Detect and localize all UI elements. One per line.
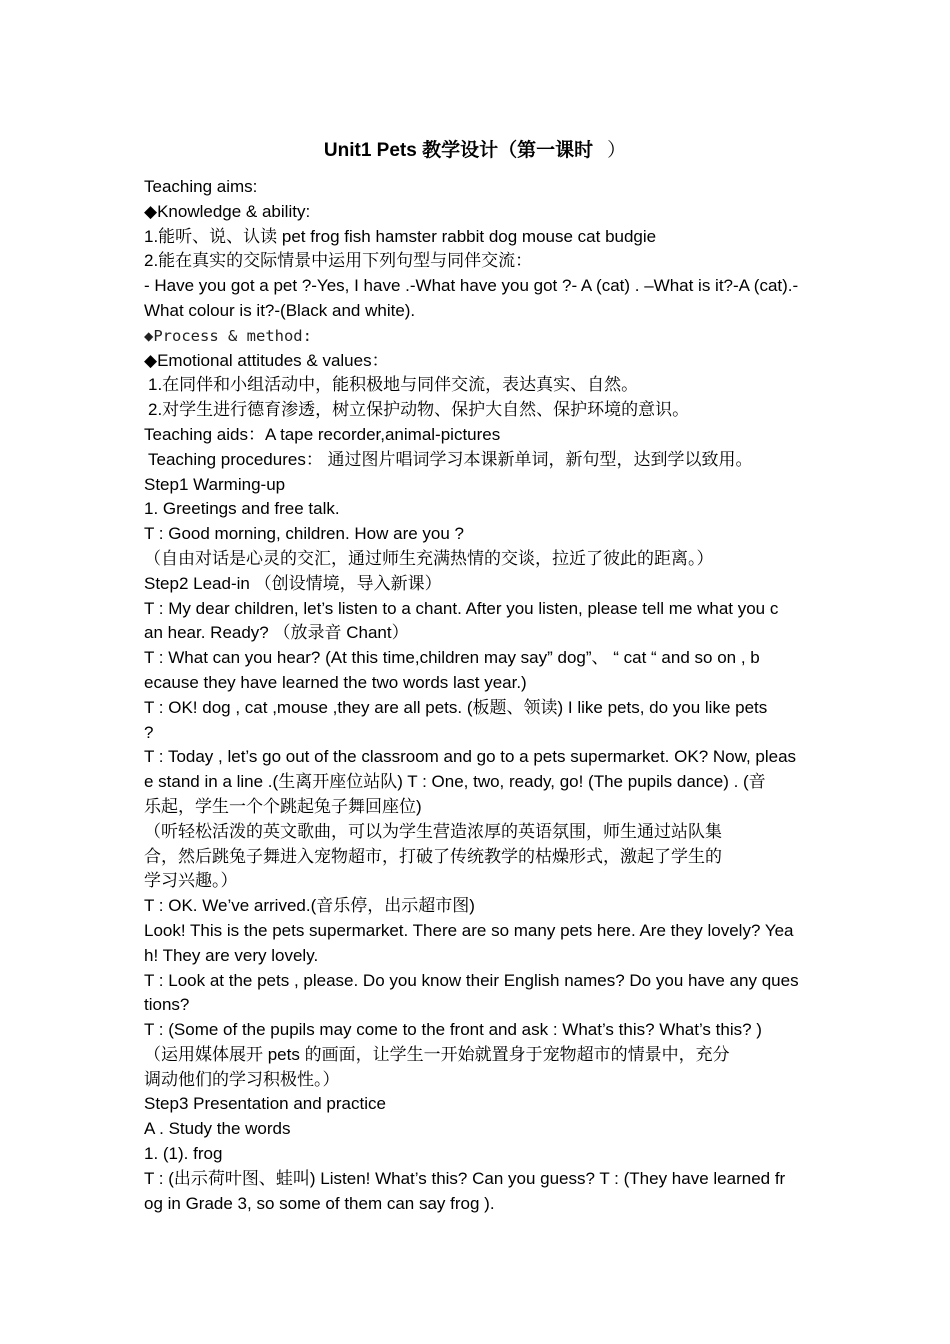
text-line: T : (出示荷叶图、蛙叫) Listen! What’s this? Can you guess? T : (They have learned fr: [144, 1168, 786, 1188]
text-line: Teaching aims:: [144, 177, 258, 196]
document-body: [144, 175, 816, 1216]
text-line: Look! This is the pets supermarket. There are so many pets here. Are they lovely? Yea: [144, 920, 794, 940]
text-line: ◆Knowledge & ability:: [144, 201, 311, 221]
text-line: Step2 Lead-in （创设情境，导入新课）: [144, 573, 442, 593]
text-line: - Have you got a pet ?-Yes, I have .-What have you got ?- A (cat) . –What is it?-A (cat).-: [144, 276, 799, 296]
text-line: What colour is it?-(Black and white).: [144, 300, 416, 320]
text-line: 调动他们的学习积极性。）: [144, 1069, 340, 1089]
text-line: 2.对学生进行德育渗透，树立保护动物、保护大自然、保护环境的意识。: [148, 400, 690, 420]
document-title: [0, 138, 950, 164]
text-line: ecause they have learned the two words last year.): [144, 672, 527, 692]
text-line: 2.能在真实的交际情景中运用下列句型与同伴交流：: [144, 251, 533, 271]
text-line: 1.能听、说、认读 pet frog fish hamster rabbit dog mouse cat budgie: [144, 226, 657, 246]
text-line: T : OK. We’ve arrived.(音乐停，出示超市图): [144, 896, 475, 916]
text-line: Teaching procedures： 通过图片唱词学习本课新单词，新句型，达到学以致用。: [148, 449, 753, 469]
text-line: T : My dear children, let’s listen to a chant. After you listen, please tell me what you c: [144, 598, 779, 618]
text-line: 1. (1). frog: [144, 1144, 223, 1164]
text-line: e stand in a line .(生离开座位站队) T : One, two, ready, go! (The pupils dance) . (音: [144, 772, 766, 792]
title-close-paren: ）: [607, 140, 627, 161]
title-text: Unit1 Pets 教学设计（第一课时: [323, 140, 594, 161]
text-line: T : OK! dog , cat ,mouse ,they are all pets. (板题、领读) I like pets, do you like pets: [144, 697, 768, 717]
text-line: T : Today , let’s go out of the classroom and go to a pets supermarket. OK? Now, pleas: [144, 747, 797, 767]
text-line: Teaching aids：A tape recorder,animal-pictures: [144, 424, 501, 444]
text-line: T : (Some of the pupils may come to the front and ask : What’s this? What’s this? ): [144, 1020, 762, 1040]
text-line: an hear. Ready? （放录音 Chant）: [144, 623, 409, 643]
text-line: 合，然后跳兔子舞进入宠物超市，打破了传统教学的枯燥形式，激起了学生的: [144, 846, 722, 866]
text-line: （听轻松活泼的英文歌曲，可以为学生营造浓厚的英语氛围，师生通过站队集: [144, 821, 722, 841]
text-line: （运用媒体展开 pets 的画面，让学生一开始就置身于宠物超市的情景中，充分: [144, 1044, 730, 1064]
text-line: og in Grade 3, so some of them can say frog ).: [144, 1193, 495, 1213]
text-line: 1.在同伴和小组活动中，能积极地与同伴交流，表达真实、自然。: [148, 375, 639, 395]
text-line: h! They are very lovely.: [144, 945, 319, 965]
text-line: tions?: [144, 995, 190, 1015]
text-line: A . Study the words: [144, 1119, 291, 1139]
text-line: ◆Emotional attitudes & values：: [144, 350, 389, 370]
text-line: ◆Process & method:: [144, 326, 312, 345]
text-line: 1. Greetings and free talk.: [144, 499, 340, 519]
text-line: Step1 Warming-up: [144, 474, 286, 494]
text-line: Step3 Presentation and practice: [144, 1094, 386, 1114]
text-line: T : Look at the pets , please. Do you know their English names? Do you have any ques: [144, 970, 799, 990]
text-line: 学习兴趣。）: [144, 871, 238, 891]
text-line: 乐起，学生一个个跳起兔子舞回座位): [144, 796, 422, 816]
text-line: T : What can you hear? (At this time,children may say” dog”、 “ cat “ and so on , b: [144, 648, 760, 668]
text-line: （自由对话是心灵的交汇，通过师生充满热情的交谈，拉近了彼此的距离。）: [144, 548, 714, 568]
text-line: ?: [144, 722, 154, 742]
text-line: T : Good morning, children. How are you ?: [144, 524, 465, 544]
